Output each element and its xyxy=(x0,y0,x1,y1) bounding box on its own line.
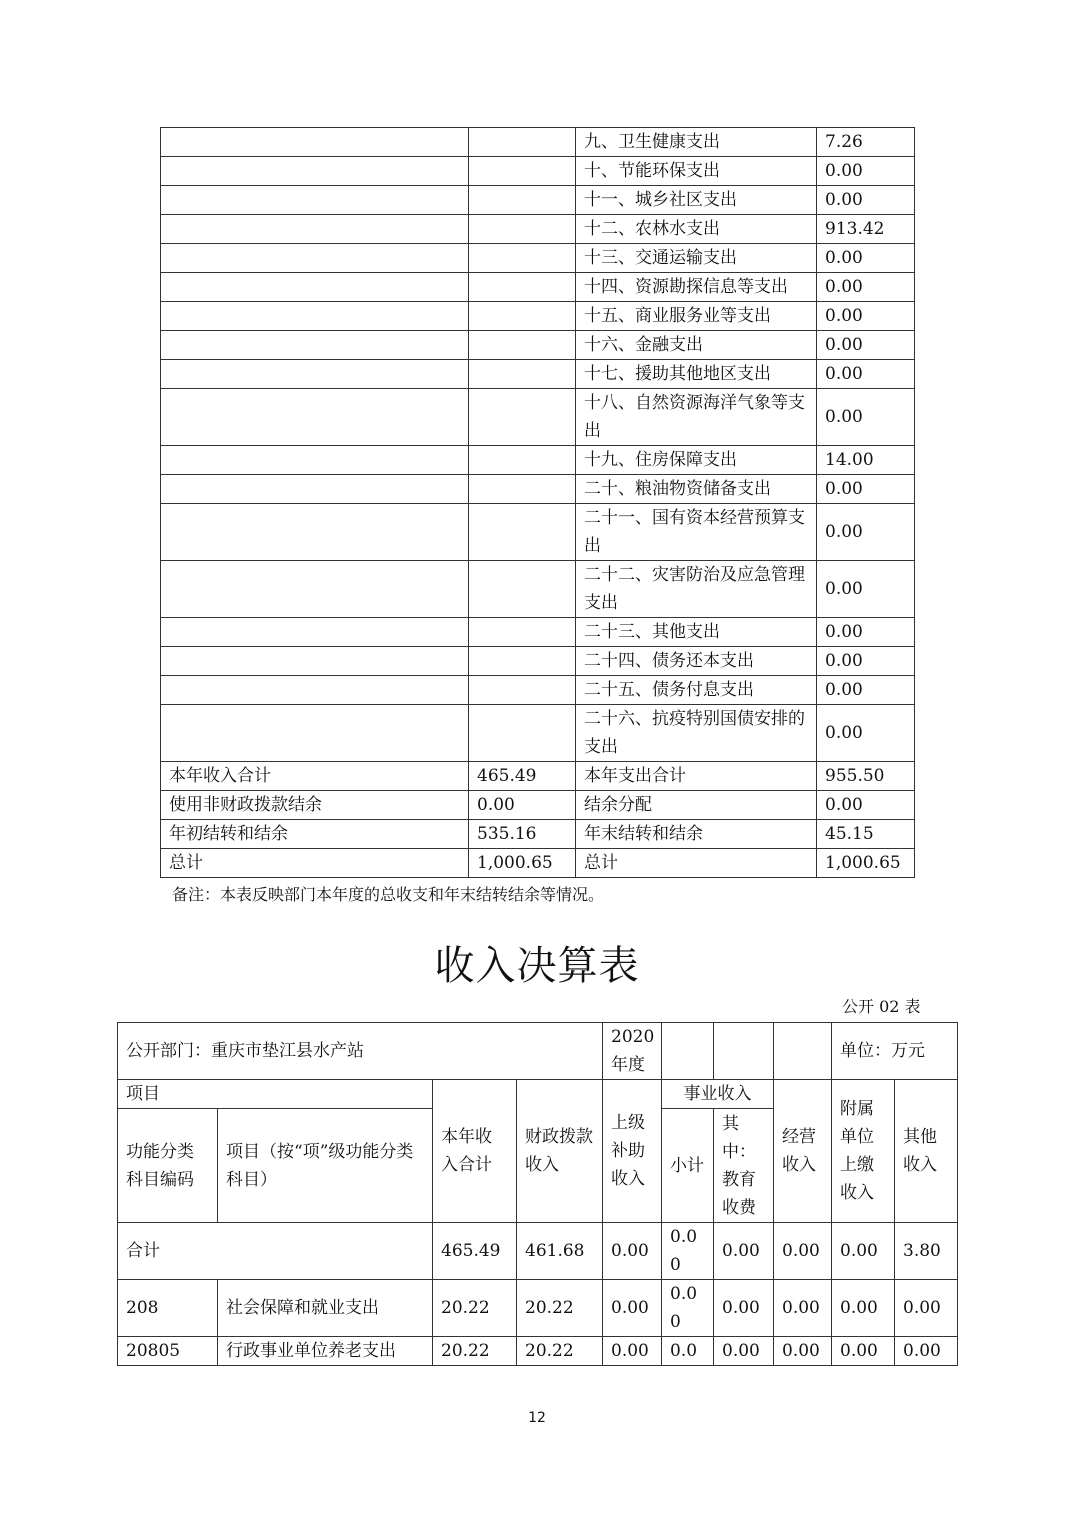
expense-value: 0.00 xyxy=(817,676,915,705)
row-fiscal: 20.22 xyxy=(517,1337,603,1366)
expense-item: 十四、资源勘探信息等支出 xyxy=(576,273,817,302)
row-total: 20.22 xyxy=(433,1280,517,1337)
expense-value: 0.00 xyxy=(817,244,915,273)
expense-value: 0.00 xyxy=(817,186,915,215)
table-row xyxy=(161,215,915,244)
expense-value: 0.00 xyxy=(817,705,915,762)
row-other: 0.00 xyxy=(895,1280,958,1337)
summary-rows xyxy=(161,762,915,878)
expense-value: 0.00 xyxy=(817,561,915,618)
row-name: 行政事业单位养老支出 xyxy=(218,1337,433,1366)
unit: 单位：万元 xyxy=(832,1023,958,1080)
expense-label: 本年支出合计 xyxy=(576,762,817,791)
header-edu: 其中：教育收费 xyxy=(714,1109,774,1223)
row-subtotal: 0.00 xyxy=(662,1223,714,1280)
row-fiscal: 20.22 xyxy=(517,1280,603,1337)
row-subtotal: 0.0 xyxy=(662,1337,714,1366)
expense-value: 0.00 xyxy=(817,360,915,389)
table-row xyxy=(161,360,915,389)
expense-value: 0.00 xyxy=(817,273,915,302)
department: 公开部门：重庆市垫江县水产站 xyxy=(118,1023,603,1080)
header-row xyxy=(118,1080,958,1109)
expense-item: 十九、住房保障支出 xyxy=(576,446,817,475)
header-fiscal: 财政拨款收入 xyxy=(517,1080,603,1223)
expense-value: 45.15 xyxy=(817,820,915,849)
expense-item: 二十五、债务付息支出 xyxy=(576,676,817,705)
summary-row xyxy=(161,791,915,820)
table-row xyxy=(161,244,915,273)
expense-rows xyxy=(161,128,915,762)
table-row xyxy=(161,618,915,647)
row-total: 465.49 xyxy=(433,1223,517,1280)
expense-item: 二十六、抗疫特别国债安排的支出 xyxy=(576,705,817,762)
header-func-name: 项目（按“项”级功能分类科目） xyxy=(218,1109,433,1223)
income-expense-table xyxy=(160,127,915,878)
expense-item: 十三、交通运输支出 xyxy=(576,244,817,273)
expense-item: 九、卫生健康支出 xyxy=(576,128,817,157)
expense-value: 0.00 xyxy=(817,389,915,446)
table-row xyxy=(161,705,915,762)
expense-value: 14.00 xyxy=(817,446,915,475)
expense-item: 十、节能环保支出 xyxy=(576,157,817,186)
row-affiliated: 0.00 xyxy=(832,1223,895,1280)
expense-item: 二十一、国有资本经营预算支出 xyxy=(576,504,817,561)
table-row xyxy=(161,676,915,705)
expense-value: 0.00 xyxy=(817,504,915,561)
row-edu: 0.00 xyxy=(714,1280,774,1337)
income-value: 535.16 xyxy=(469,820,576,849)
row-affiliated: 0.00 xyxy=(832,1337,895,1366)
table-row xyxy=(161,273,915,302)
header-func-code: 功能分类科目编码 xyxy=(118,1109,218,1223)
expense-value: 955.50 xyxy=(817,762,915,791)
row-code: 208 xyxy=(118,1280,218,1337)
income-label: 年初结转和结余 xyxy=(161,820,469,849)
income-label: 使用非财政拨款结余 xyxy=(161,791,469,820)
expense-value: 0.00 xyxy=(817,331,915,360)
expense-label: 结余分配 xyxy=(576,791,817,820)
table-row xyxy=(161,157,915,186)
row-other: 0.00 xyxy=(895,1337,958,1366)
row-edu: 0.00 xyxy=(714,1223,774,1280)
row-code: 20805 xyxy=(118,1337,218,1366)
table-row xyxy=(161,475,915,504)
row-operating: 0.00 xyxy=(774,1337,832,1366)
expense-item: 二十四、债务还本支出 xyxy=(576,647,817,676)
expense-label: 总计 xyxy=(576,849,817,878)
expense-value: 7.26 xyxy=(817,128,915,157)
table-row xyxy=(161,446,915,475)
row-subtotal: 0.00 xyxy=(662,1280,714,1337)
table-code: 公开 02 表 xyxy=(842,997,921,1016)
table-row xyxy=(118,1223,958,1280)
expense-value: 1,000.65 xyxy=(817,849,915,878)
income-final-table xyxy=(117,1022,958,1366)
expense-item: 二十二、灾害防治及应急管理支出 xyxy=(576,561,817,618)
table-row xyxy=(161,561,915,618)
expense-item: 十六、金融支出 xyxy=(576,331,817,360)
fiscal-year: 2020 年度 xyxy=(603,1023,662,1080)
row-other: 3.80 xyxy=(895,1223,958,1280)
table-row xyxy=(161,302,915,331)
header-operating: 经营收入 xyxy=(774,1080,832,1223)
expense-value: 0.00 xyxy=(817,647,915,676)
header-total: 本年收入合计 xyxy=(433,1080,517,1223)
table-row xyxy=(161,647,915,676)
expense-item: 十五、商业服务业等支出 xyxy=(576,302,817,331)
row-edu: 0.00 xyxy=(714,1337,774,1366)
income-label: 本年收入合计 xyxy=(161,762,469,791)
row-name: 社会保障和就业支出 xyxy=(218,1280,433,1337)
header-other: 其他收入 xyxy=(895,1080,958,1223)
expense-value: 0.00 xyxy=(817,475,915,504)
income-value: 465.49 xyxy=(469,762,576,791)
expense-value: 0.00 xyxy=(817,302,915,331)
row-operating: 0.00 xyxy=(774,1223,832,1280)
header-affiliated: 附属单位上缴收入 xyxy=(832,1080,895,1223)
expense-label: 年末结转和结余 xyxy=(576,820,817,849)
page-title: 收入决算表 xyxy=(434,943,640,989)
row-operating: 0.00 xyxy=(774,1280,832,1337)
expense-item: 十七、援助其他地区支出 xyxy=(576,360,817,389)
row-superior: 0.00 xyxy=(603,1280,662,1337)
income-label: 总计 xyxy=(161,849,469,878)
expense-item: 二十、粮油物资储备支出 xyxy=(576,475,817,504)
expense-item: 十一、城乡社区支出 xyxy=(576,186,817,215)
header-superior: 上级补助收入 xyxy=(603,1080,662,1223)
expense-value: 913.42 xyxy=(817,215,915,244)
table-note: 备注：本表反映部门本年度的总收支和年末结转结余等情况。 xyxy=(172,885,605,904)
row-affiliated: 0.00 xyxy=(832,1280,895,1337)
table-row xyxy=(118,1337,958,1366)
summary-row xyxy=(161,820,915,849)
table-row xyxy=(161,389,915,446)
summary-row xyxy=(161,849,915,878)
expense-item: 十八、自然资源海洋气象等支出 xyxy=(576,389,817,446)
header-business: 事业收入 xyxy=(662,1080,774,1109)
expense-value: 0.00 xyxy=(817,618,915,647)
summary-row xyxy=(161,762,915,791)
row-total: 20.22 xyxy=(433,1337,517,1366)
table-row xyxy=(118,1280,958,1337)
row-code: 合计 xyxy=(118,1223,433,1280)
expense-value: 0.00 xyxy=(817,157,915,186)
row-superior: 0.00 xyxy=(603,1223,662,1280)
expense-item: 二十三、其他支出 xyxy=(576,618,817,647)
table-row xyxy=(161,128,915,157)
table-row xyxy=(161,331,915,360)
header-subtotal: 小计 xyxy=(662,1109,714,1223)
page-number: 12 xyxy=(528,1410,546,1426)
table-meta-row xyxy=(118,1023,958,1080)
table-row xyxy=(161,186,915,215)
expense-value: 0.00 xyxy=(817,791,915,820)
header-project: 项目 xyxy=(118,1080,433,1109)
row-fiscal: 461.68 xyxy=(517,1223,603,1280)
income-value: 1,000.65 xyxy=(469,849,576,878)
table-row xyxy=(161,504,915,561)
expense-item: 十二、农林水支出 xyxy=(576,215,817,244)
row-superior: 0.00 xyxy=(603,1337,662,1366)
income-value: 0.00 xyxy=(469,791,576,820)
